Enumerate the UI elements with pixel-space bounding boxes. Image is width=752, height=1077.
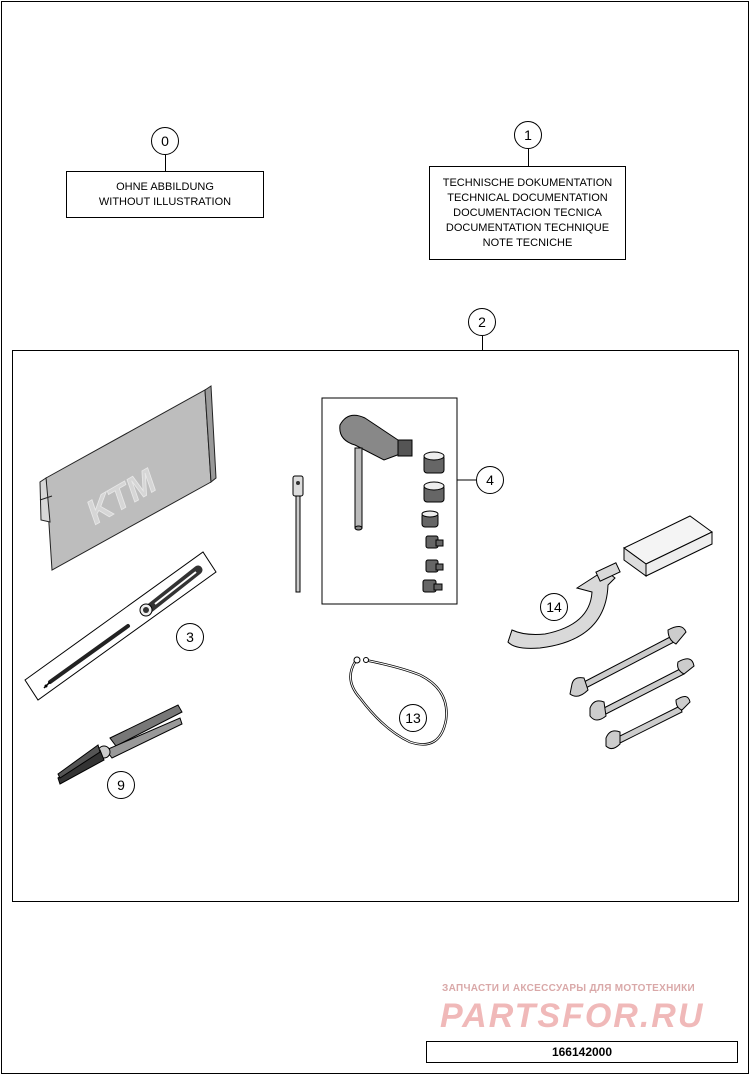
box1-line5: NOTE TECNICHE <box>482 236 573 249</box>
callout-9: 9 <box>107 771 135 799</box>
svg-text:KTM: KTM <box>80 462 163 532</box>
box0-line1: OHNE ABBILDUNG <box>116 180 214 193</box>
watermark-tagline: ЗАПЧАСТИ И АКСЕССУАРЫ ДЛЯ МОТОТЕХНИКИ <box>442 983 695 994</box>
open-end-wrench-icon <box>570 626 694 748</box>
box1-line4: DOCUMENTATION TECHNIQUE <box>445 221 610 234</box>
box1-line3: DOCUMENTACION TECNICA <box>453 206 602 219</box>
sleeve-icon <box>624 516 712 576</box>
cable-icon <box>351 657 447 744</box>
callout-14: 14 <box>540 593 568 621</box>
tool-bag-icon <box>40 386 216 570</box>
extension-bar-icon <box>293 476 303 592</box>
box1-line1: TECHNISCHE DOKUMENTATION <box>442 176 613 189</box>
watermark-logo: PARTSFOR.RU <box>440 997 705 1035</box>
callout-4: 4 <box>476 466 504 494</box>
callout-13: 13 <box>399 704 427 732</box>
callout-1: 1 <box>514 121 542 149</box>
part-number-label: 166142000 <box>426 1041 738 1063</box>
box0-line2: WITHOUT ILLUSTRATION <box>98 195 232 208</box>
callout-3: 3 <box>176 623 204 651</box>
callout-2: 2 <box>468 308 496 336</box>
callout-0: 0 <box>151 127 179 155</box>
box1-line2: TECHNICAL DOCUMENTATION <box>447 191 608 204</box>
socket-set-icon <box>322 398 476 604</box>
